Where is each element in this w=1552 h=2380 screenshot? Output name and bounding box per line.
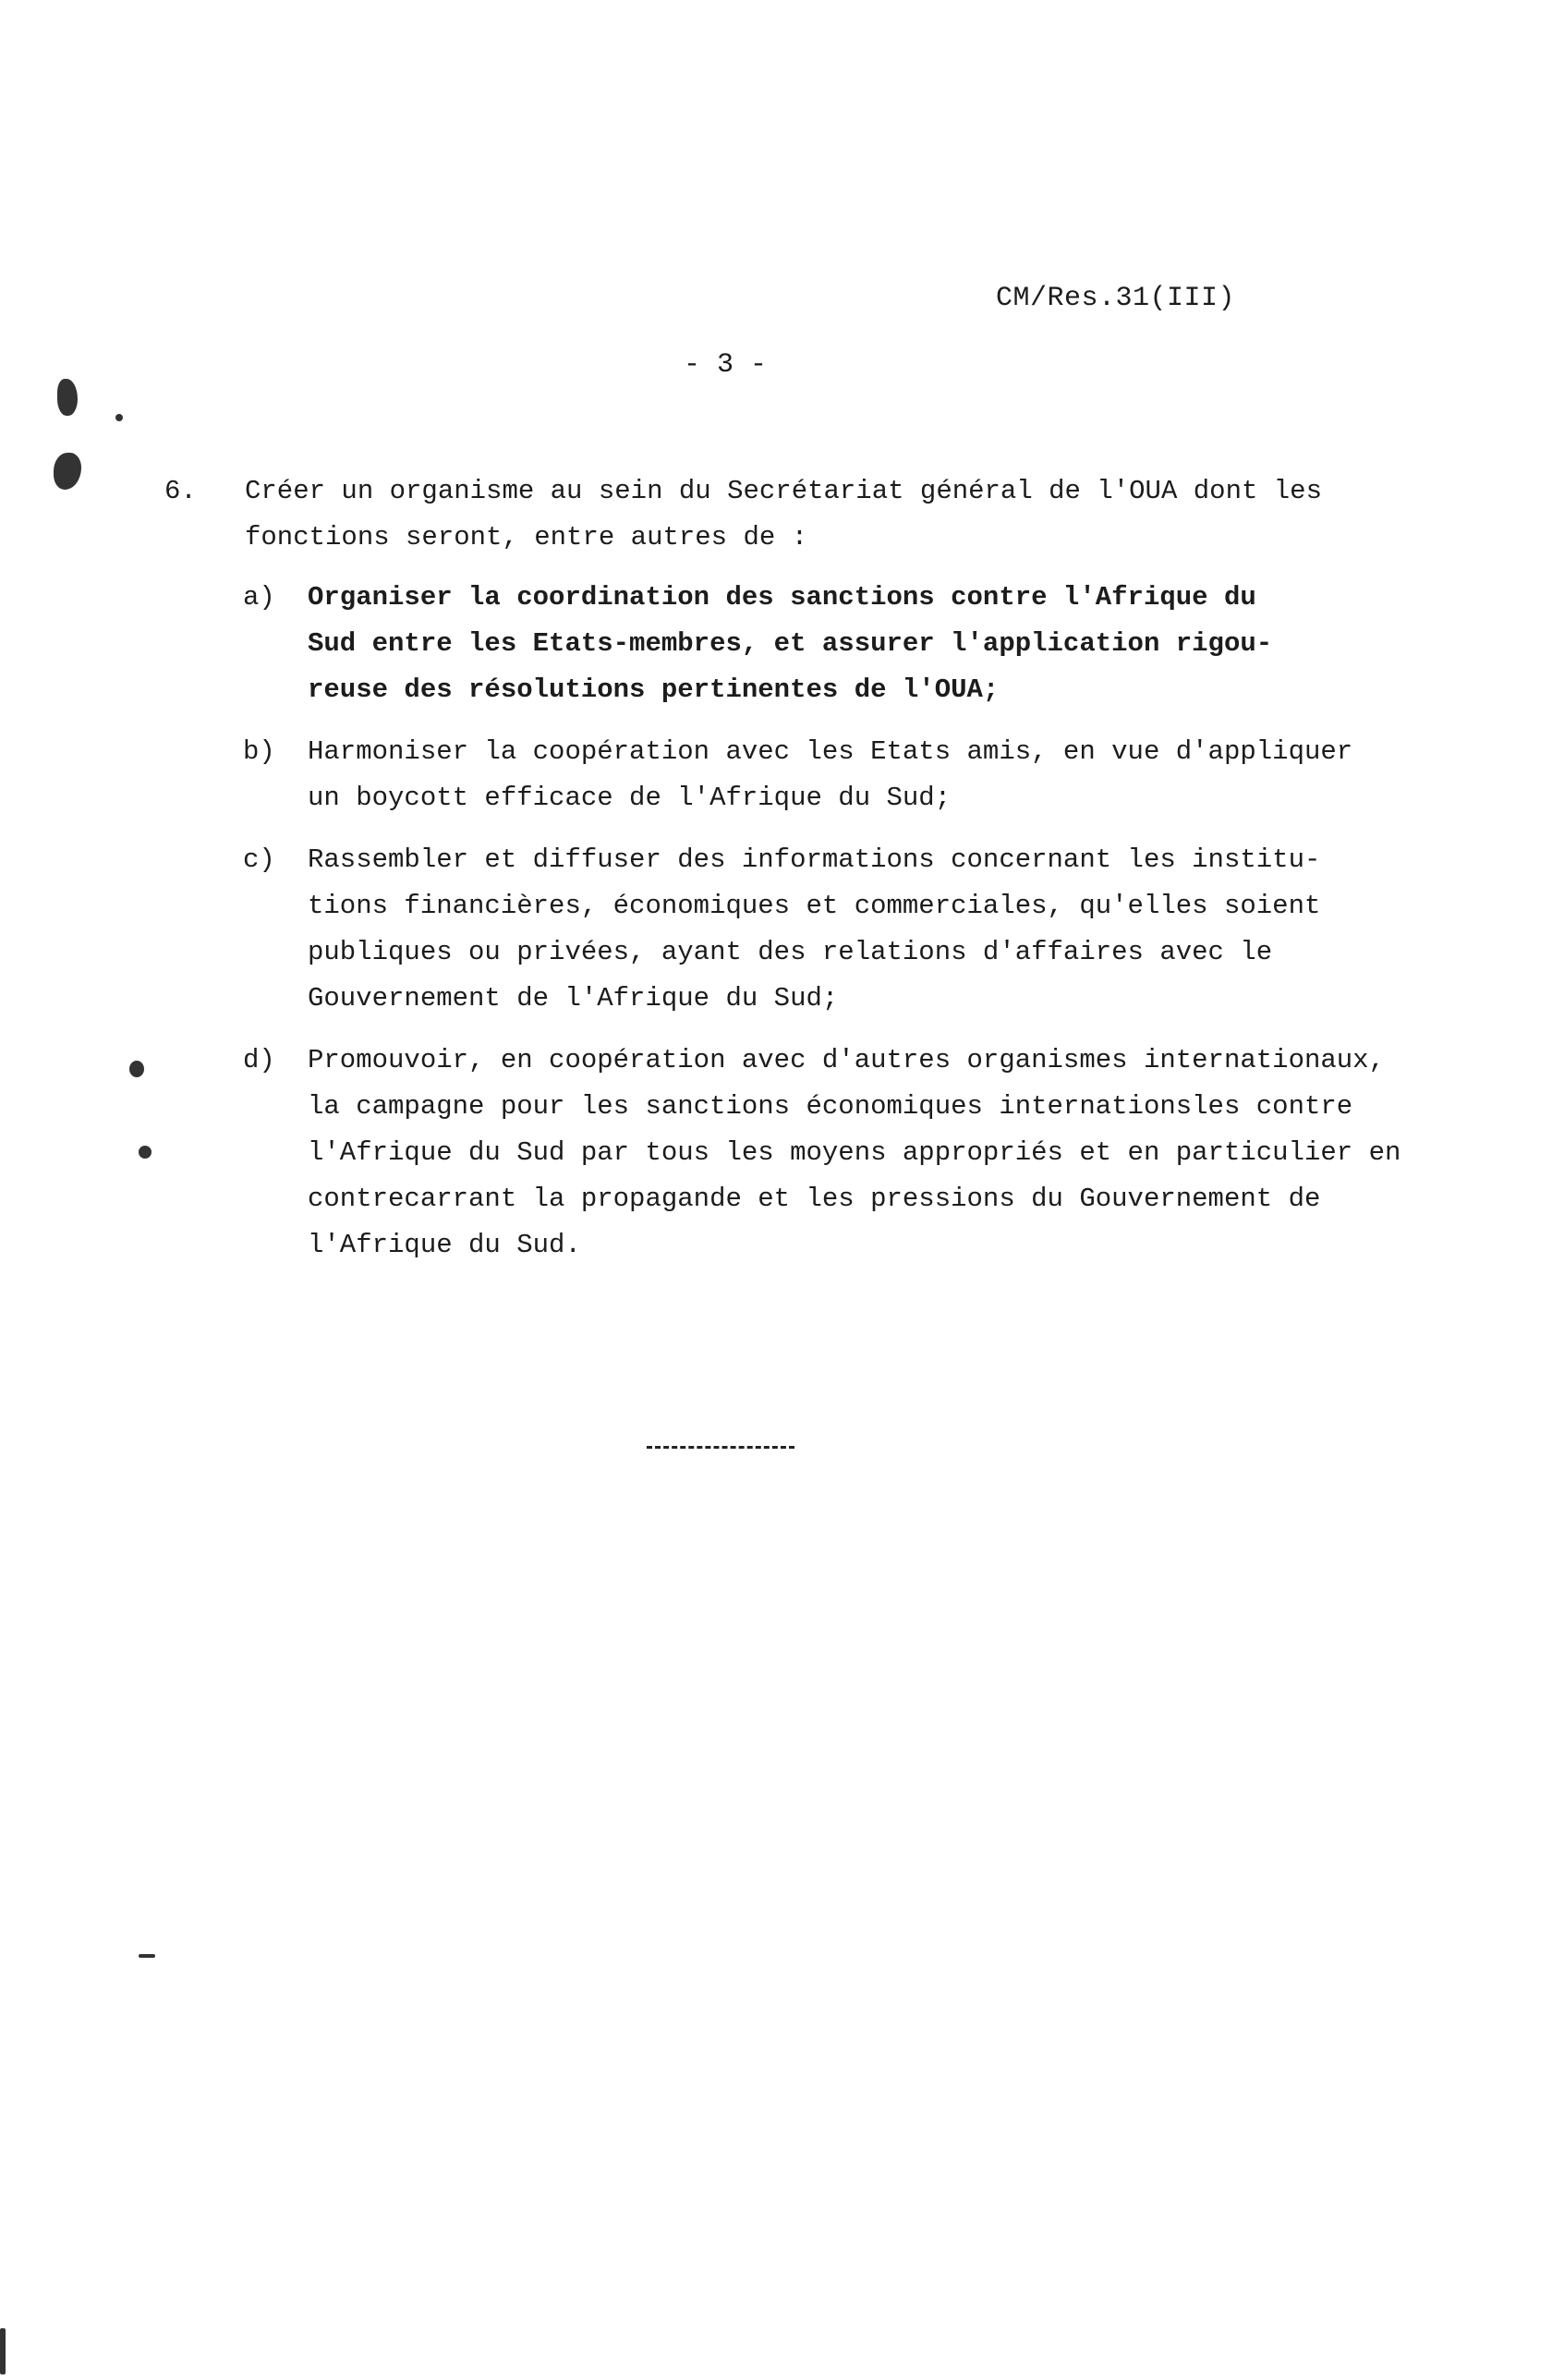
text-line: fonctions seront, entre autres de : [245,522,808,552]
page-number: - 3 - [684,349,768,381]
subitem-d-text [308,1038,1400,1269]
text-line: Promouvoir, en coopération avec d'autres organismes internationaux, [308,1045,1385,1075]
scan-mark [139,1954,155,1958]
text-line: l'Afrique du Sud. [308,1230,581,1260]
item-6-text [245,468,1322,561]
scan-mark [139,1146,152,1159]
end-rule [647,1446,794,1449]
text-line: l'Afrique du Sud par tous les moyens appropriés et en particulier en [308,1137,1401,1168]
text-line: Organiser la coordination des sanctions contre l'Afrique du [308,582,1256,613]
text-line: Harmoniser la coopération avec les Etats amis, en vue d'appliquer [308,736,1353,767]
subitem-label: d) [243,1045,275,1075]
scan-mark [115,414,123,421]
subitem-label: a) [243,582,275,613]
text-line: contrecarrant la propagande et les pressions du Gouvernement de [308,1184,1321,1214]
subitem-b-text [308,729,1352,821]
text-line: publiques ou privées, ayant des relations d'affaires avec le [308,937,1273,967]
subitem-c-text [308,837,1320,1022]
scan-mark [54,453,81,490]
subitem-label: c) [243,844,275,875]
text-line: un boycott efficace de l'Afrique du Sud; [308,783,952,813]
text-line: Gouvernement de l'Afrique du Sud; [308,983,839,1014]
scan-mark [0,2328,6,2374]
text-line: la campagne pour les sanctions économiques internationsles contre [308,1091,1353,1122]
scan-mark [57,379,78,416]
document-reference: CM/Res.31(III) [996,283,1236,314]
text-line: tions financières, économiques et commerciales, qu'elles soient [308,891,1321,921]
subitem-label: b) [243,736,275,767]
subitem-a-text [308,575,1272,713]
text-line: reuse des résolutions pertinentes de l'OUA; [308,674,1000,705]
item-number: 6. [164,476,197,506]
text-line: Sud entre les Etats-membres, et assurer l'application rigou- [308,628,1273,659]
text-line: Créer un organisme au sein du Secrétariat général de l'OUA dont les [245,476,1322,506]
scan-mark [129,1061,144,1077]
text-line: Rassembler et diffuser des informations concernant les institu- [308,844,1321,875]
